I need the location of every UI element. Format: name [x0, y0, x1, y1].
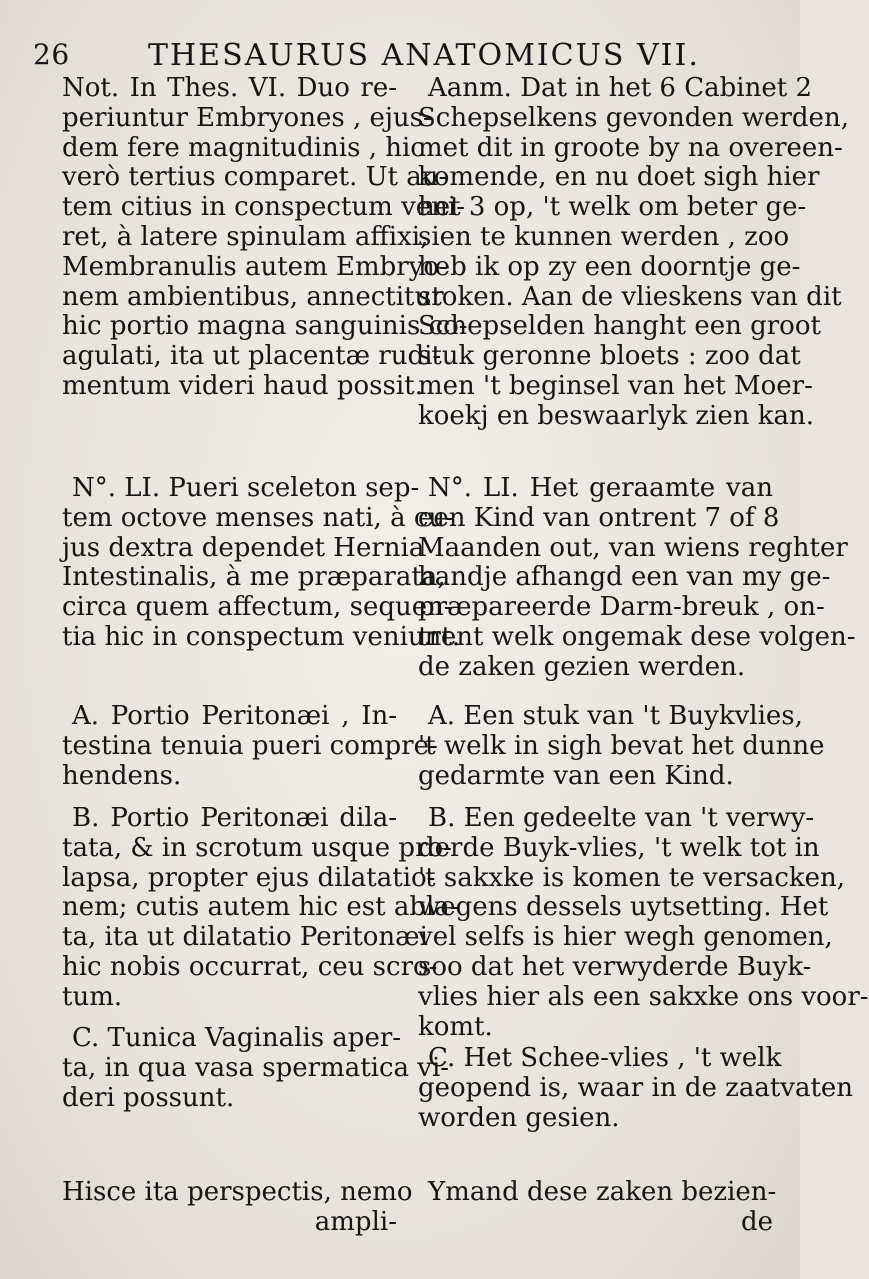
text-line: Maanden out, van wiens reghter: [418, 532, 848, 563]
text-line: hendens.: [62, 760, 182, 791]
text-line: hic portio magna sanguinis co-: [62, 311, 468, 342]
dutch-item-li-paragraph: [418, 473, 856, 683]
text-line: koekj en beswaarlyk zien kan.: [418, 400, 815, 431]
text-line: dem fere magnitudinis , hic: [62, 132, 425, 163]
text-line: Membranulis autem Embryo-: [62, 251, 448, 282]
text-line: Schepselkens gevonden werden,: [418, 102, 849, 133]
text-line: jus dextra dependet Hernia: [62, 532, 425, 563]
latin-item-li-paragraph: [62, 473, 461, 653]
text-line: trent welk ongemak dese volgen-: [418, 621, 856, 652]
latin-note-paragraph: [62, 73, 468, 402]
running-title: THESAURUS ANATOMICUS VII.: [148, 38, 700, 73]
text-line: N°. LI. Het geraamte van: [428, 473, 773, 503]
text-line: verò tertius comparet. Ut au-: [62, 162, 448, 193]
text-line: een Kind van ontrent 7 of 8: [418, 502, 780, 533]
text-line: stuk geronne bloets : zoo dat: [418, 341, 801, 372]
text-line: 't sakxke is komen te versacken,: [418, 862, 846, 893]
dutch-note-paragraph: [418, 73, 849, 432]
text-line: komt.: [418, 1011, 493, 1042]
text-line: tia hic in conspectum veniunt.: [62, 621, 461, 652]
text-line: geopend is, waar in de zaatvaten: [418, 1072, 854, 1103]
latin-closing-paragraph: [62, 1177, 413, 1238]
text-line: tata, & in scrotum usque pro-: [62, 832, 452, 863]
text-line: B. Een gedeelte van 't verwy-: [428, 803, 815, 833]
text-line: B. Portio Peritonæi dila-: [72, 803, 397, 833]
text-line: Hisce ita perspectis, nemo: [62, 1177, 413, 1207]
text-line: C. Tunica Vaginalis aper-: [72, 1023, 402, 1053]
text-line: soo dat het verwyderde Buyk-: [418, 951, 812, 982]
text-line: 't welk in sigh bevat het dunne: [418, 730, 825, 761]
text-line: tem octove menses nati, à cu-: [62, 502, 454, 533]
text-line: nem ambientibus, annectitur: [62, 281, 444, 312]
text-line: het 3 op, 't welk om beter ge-: [418, 192, 807, 223]
page-header: [33, 38, 770, 72]
catchword: de: [740, 1206, 773, 1237]
text-line: Ymand dese zaken bezien-: [428, 1177, 777, 1207]
text-line: ta, ita ut dilatatio Peritonæi: [62, 922, 428, 953]
text-line: periuntur Embryones , ejus-: [62, 102, 432, 133]
text-line: lapsa, propter ejus dilatatio-: [62, 862, 436, 893]
text-line: komende, en nu doet sigh hier: [418, 162, 820, 193]
text-line: gedarmte van een Kind.: [418, 760, 734, 791]
latin-item-b-paragraph: [62, 803, 459, 1013]
dutch-item-c-paragraph: [418, 1043, 854, 1133]
text-line: sien te kunnen werden , zoo: [418, 221, 790, 252]
text-line: Schepselden hanght een groot: [418, 311, 821, 342]
dutch-item-b-paragraph: [418, 803, 869, 1042]
text-line: deri possunt.: [62, 1082, 235, 1113]
dutch-item-a-paragraph: [418, 701, 825, 791]
text-line: N°. LI. Pueri sceleton sep-: [72, 473, 420, 503]
text-line: C. Het Schee-vlies , 't welk: [428, 1043, 782, 1073]
text-line: Aanm. Dat in het 6 Cabinet 2: [428, 73, 812, 103]
text-line: worden gesien.: [418, 1102, 620, 1133]
text-line: testina tenuia pueri compre-: [62, 730, 438, 761]
text-line: wegens dessels uytsetting. Het: [418, 892, 829, 923]
text-line: A. Een stuk van 't Buykvlies,: [428, 701, 803, 731]
latin-item-a-paragraph: [62, 701, 438, 791]
text-line: met dit in groote by na overeen-: [418, 132, 843, 163]
text-line: handje afhangd een van my ge-: [418, 562, 831, 593]
text-line: circa quem affectum, sequen-: [62, 592, 453, 623]
text-line: heb ik op zy een doorntje ge-: [418, 251, 801, 282]
text-line: stoken. Aan de vlieskens van dit: [418, 281, 842, 312]
text-line: Not. In Thes. VI. Duo re-: [62, 73, 397, 103]
catchword: ampli-: [314, 1206, 397, 1237]
text-line: men 't beginsel van het Moer-: [418, 370, 813, 401]
text-line: de zaken gezien werden.: [418, 651, 746, 682]
text-line: tem citius in conspectum veni-: [62, 192, 465, 223]
text-line: hic nobis occurrat, ceu scro-: [62, 951, 438, 982]
text-line: ret, à latere spinulam affixi,: [62, 221, 429, 252]
text-line: tum.: [62, 981, 123, 1012]
text-line: ta, in qua vasa spermatica vi-: [62, 1052, 450, 1083]
text-line: vlies hier als een sakxke ons voor-: [418, 981, 869, 1012]
page-number: 26: [33, 38, 70, 71]
dutch-closing-paragraph: [418, 1177, 777, 1238]
text-line: A. Portio Peritonæi , In-: [72, 701, 397, 731]
text-line: Intestinalis, à me præparata,: [62, 562, 446, 593]
text-line: derde Buyk-vlies, 't welk tot in: [418, 832, 820, 863]
text-line: præpareerde Darm-breuk , on-: [418, 592, 825, 623]
latin-item-c-paragraph: [62, 1023, 450, 1113]
text-line: vel selfs is hier wegh genomen,: [418, 922, 833, 953]
text-line: mentum videri haud possit.: [62, 370, 423, 401]
text-line: nem; cutis autem hic est abla-: [62, 892, 459, 923]
text-line: agulati, ita ut placentæ rudi-: [62, 341, 442, 372]
